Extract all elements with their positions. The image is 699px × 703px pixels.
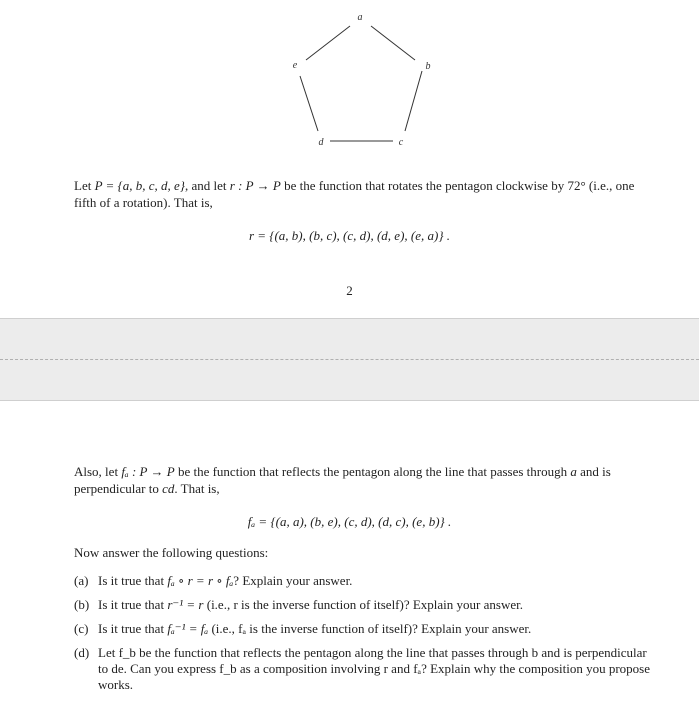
question-label: (d) (74, 645, 90, 660)
question-expression: fₐ⁻¹ = fₐ (167, 621, 209, 636)
also-var-cd: cd (162, 481, 175, 496)
fa-definition-display: fₐ = {(a, a), (b, e), (c, d), (d, c), (e, b)} . (247, 514, 452, 529)
question-expression: fₐ ∘ r = r ∘ fₐ (167, 573, 234, 588)
pentagon-figure (0, 0, 699, 160)
set-P-definition: P = {a, b, c, d, e} (94, 178, 185, 193)
r-definition-display: r = {(a, b), (b, c), (c, d), (d, e), (e, a)} . (248, 228, 451, 243)
edge-a-b (371, 26, 415, 60)
intro-paragraph (74, 177, 654, 211)
intro-text-2: , and let (185, 178, 227, 193)
page-break-divider (0, 359, 699, 360)
vertex-a: a (357, 12, 363, 23)
page-number: 2 (346, 283, 353, 298)
also-var-a: a (570, 464, 577, 479)
question-text: Let f_b be the function that reflects the pentagon along the line that passes through b and is perpendicular to de. Can you express f_b as a composition involving r and fₐ? Explain why the composition you propose works. (98, 645, 650, 692)
also-paragraph (74, 463, 654, 497)
question-text: Is it true that (98, 597, 165, 612)
question-label: (c) (74, 621, 89, 636)
question-expression: r⁻¹ = r (167, 597, 204, 612)
fa-signature: fₐ : P → P (121, 464, 175, 479)
vertex-c: c (398, 137, 404, 148)
question-text: Is it true that (98, 573, 165, 588)
page-2 (0, 0, 699, 318)
question-label: (b) (74, 597, 90, 612)
page-gap (0, 318, 699, 401)
intro-text-1: Let (74, 178, 92, 193)
question-text: ? Explain your answer. (233, 573, 353, 588)
intro-text-3: be the function that rotates the pentagon clockwise by 72° (i.e., one fifth of a rotation). That is, (74, 178, 635, 210)
question-text: Is it true that (98, 621, 165, 636)
questions-prompt: Now answer the following questions: (74, 545, 269, 560)
vertex-b: b (425, 61, 431, 72)
also-text-4: . That is, (174, 481, 220, 496)
edge-d-e (300, 76, 318, 131)
question-d (74, 645, 654, 693)
question-b (74, 597, 654, 613)
question-text: (i.e., r is the inverse function of itself)? Explain your answer. (206, 597, 523, 612)
vertex-d: d (318, 137, 324, 148)
question-a (74, 573, 654, 589)
edge-e-a (306, 26, 350, 60)
also-text-1: Also, let (74, 464, 119, 479)
question-label: (a) (74, 573, 89, 588)
also-text-3: and is perpendicular to (74, 464, 611, 496)
question-text: (i.e., fₐ is the inverse function of itself)? Explain your answer. (211, 621, 532, 636)
also-text-2: be the function that reflects the pentagon along the line that passes through (177, 464, 568, 479)
question-c (74, 621, 654, 637)
edge-b-c (405, 71, 422, 131)
r-signature: r : P → P (229, 178, 281, 193)
vertex-e: e (292, 60, 298, 71)
